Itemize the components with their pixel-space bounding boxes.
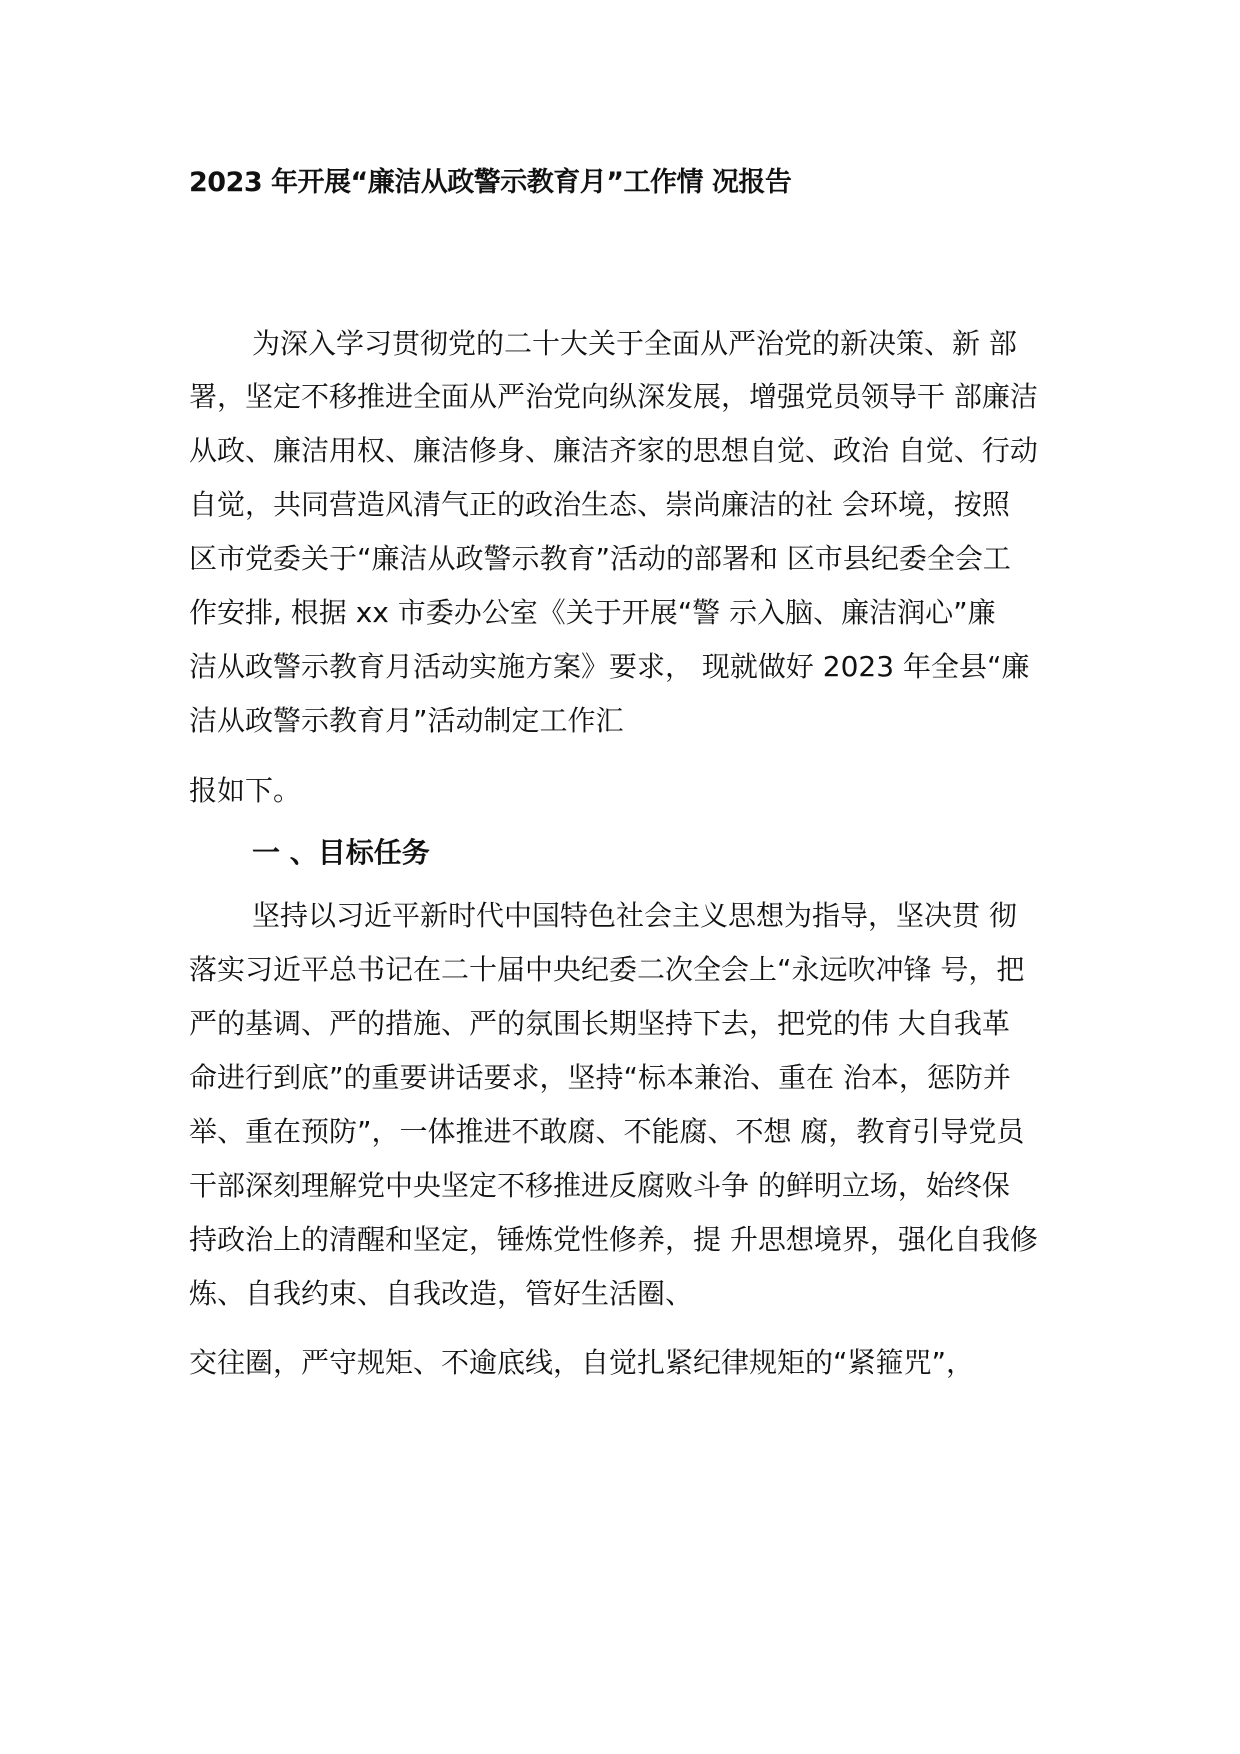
paragraph-line: 从政、廉洁用权、廉洁修身、廉洁齐家的思想自觉、政治 自觉、行动 bbox=[189, 434, 1038, 467]
paragraph-line: 炼、自我约束、自我改造，管好生活圈、 bbox=[189, 1277, 694, 1310]
paragraph-line: 署，坚定不移推进全面从严治党向纵深发展，增强党员领导干 部廉洁 bbox=[189, 380, 1038, 413]
paragraph-line: 交往圈，严守规矩、不逾底线，自觉扎紧纪律规矩的“紧箍咒”， bbox=[189, 1346, 975, 1379]
paragraph-line: 严的基调、严的措施、严的氛围长期坚持下去，把党的伟 大自我革 bbox=[189, 1007, 1010, 1040]
paragraph-line: 落实习近平总书记在二十届中央纪委二次全会上“永远吹冲锋 号，把 bbox=[189, 953, 1025, 986]
section-heading: 一 、目标任务 bbox=[252, 836, 430, 869]
paragraph-line: 作安排, 根据 xx 市委办公室《关于开展“警 示入脑、廉洁润心”廉 bbox=[189, 596, 996, 629]
paragraph-line: 区市党委关于“廉洁从政警示教育”活动的部署和 区市县纪委全会工 bbox=[189, 542, 1011, 575]
paragraph-line: 坚持以习近平新时代中国特色社会主义思想为指导，坚决贯 彻 bbox=[252, 899, 1017, 932]
paragraph-line: 自觉，共同营造风清气正的政治生态、崇尚廉洁的社 会环境，按照 bbox=[189, 488, 1010, 521]
document-title: 2023 年开展“廉洁从政警示教育月”工作情 况报告 bbox=[189, 167, 792, 198]
paragraph-line: 命进行到底”的重要讲话要求，坚持“标本兼治、重在 治本，惩防并 bbox=[189, 1061, 1011, 1094]
paragraph-line: 洁从政警示教育月活动实施方案》要求， 现就做好 2023 年全县“廉 bbox=[189, 650, 1030, 683]
paragraph-line: 报如下。 bbox=[189, 774, 302, 807]
paragraph-line: 举、重在预防”，一体推进不敢腐、不能腐、不想 腐，教育引导党员 bbox=[189, 1115, 1025, 1148]
paragraph-line: 洁从政警示教育月”活动制定工作汇 bbox=[189, 704, 624, 737]
paragraph-line: 干部深刻理解党中央坚定不移推进反腐败斗争 的鲜明立场，始终保 bbox=[189, 1169, 1010, 1202]
paragraph-line: 持政治上的清醒和坚定，锤炼党性修养，提 升思想境界，强化自我修 bbox=[189, 1223, 1038, 1256]
paragraph-line: 为深入学习贯彻党的二十大关于全面从严治党的新决策、新 部 bbox=[252, 327, 1017, 360]
